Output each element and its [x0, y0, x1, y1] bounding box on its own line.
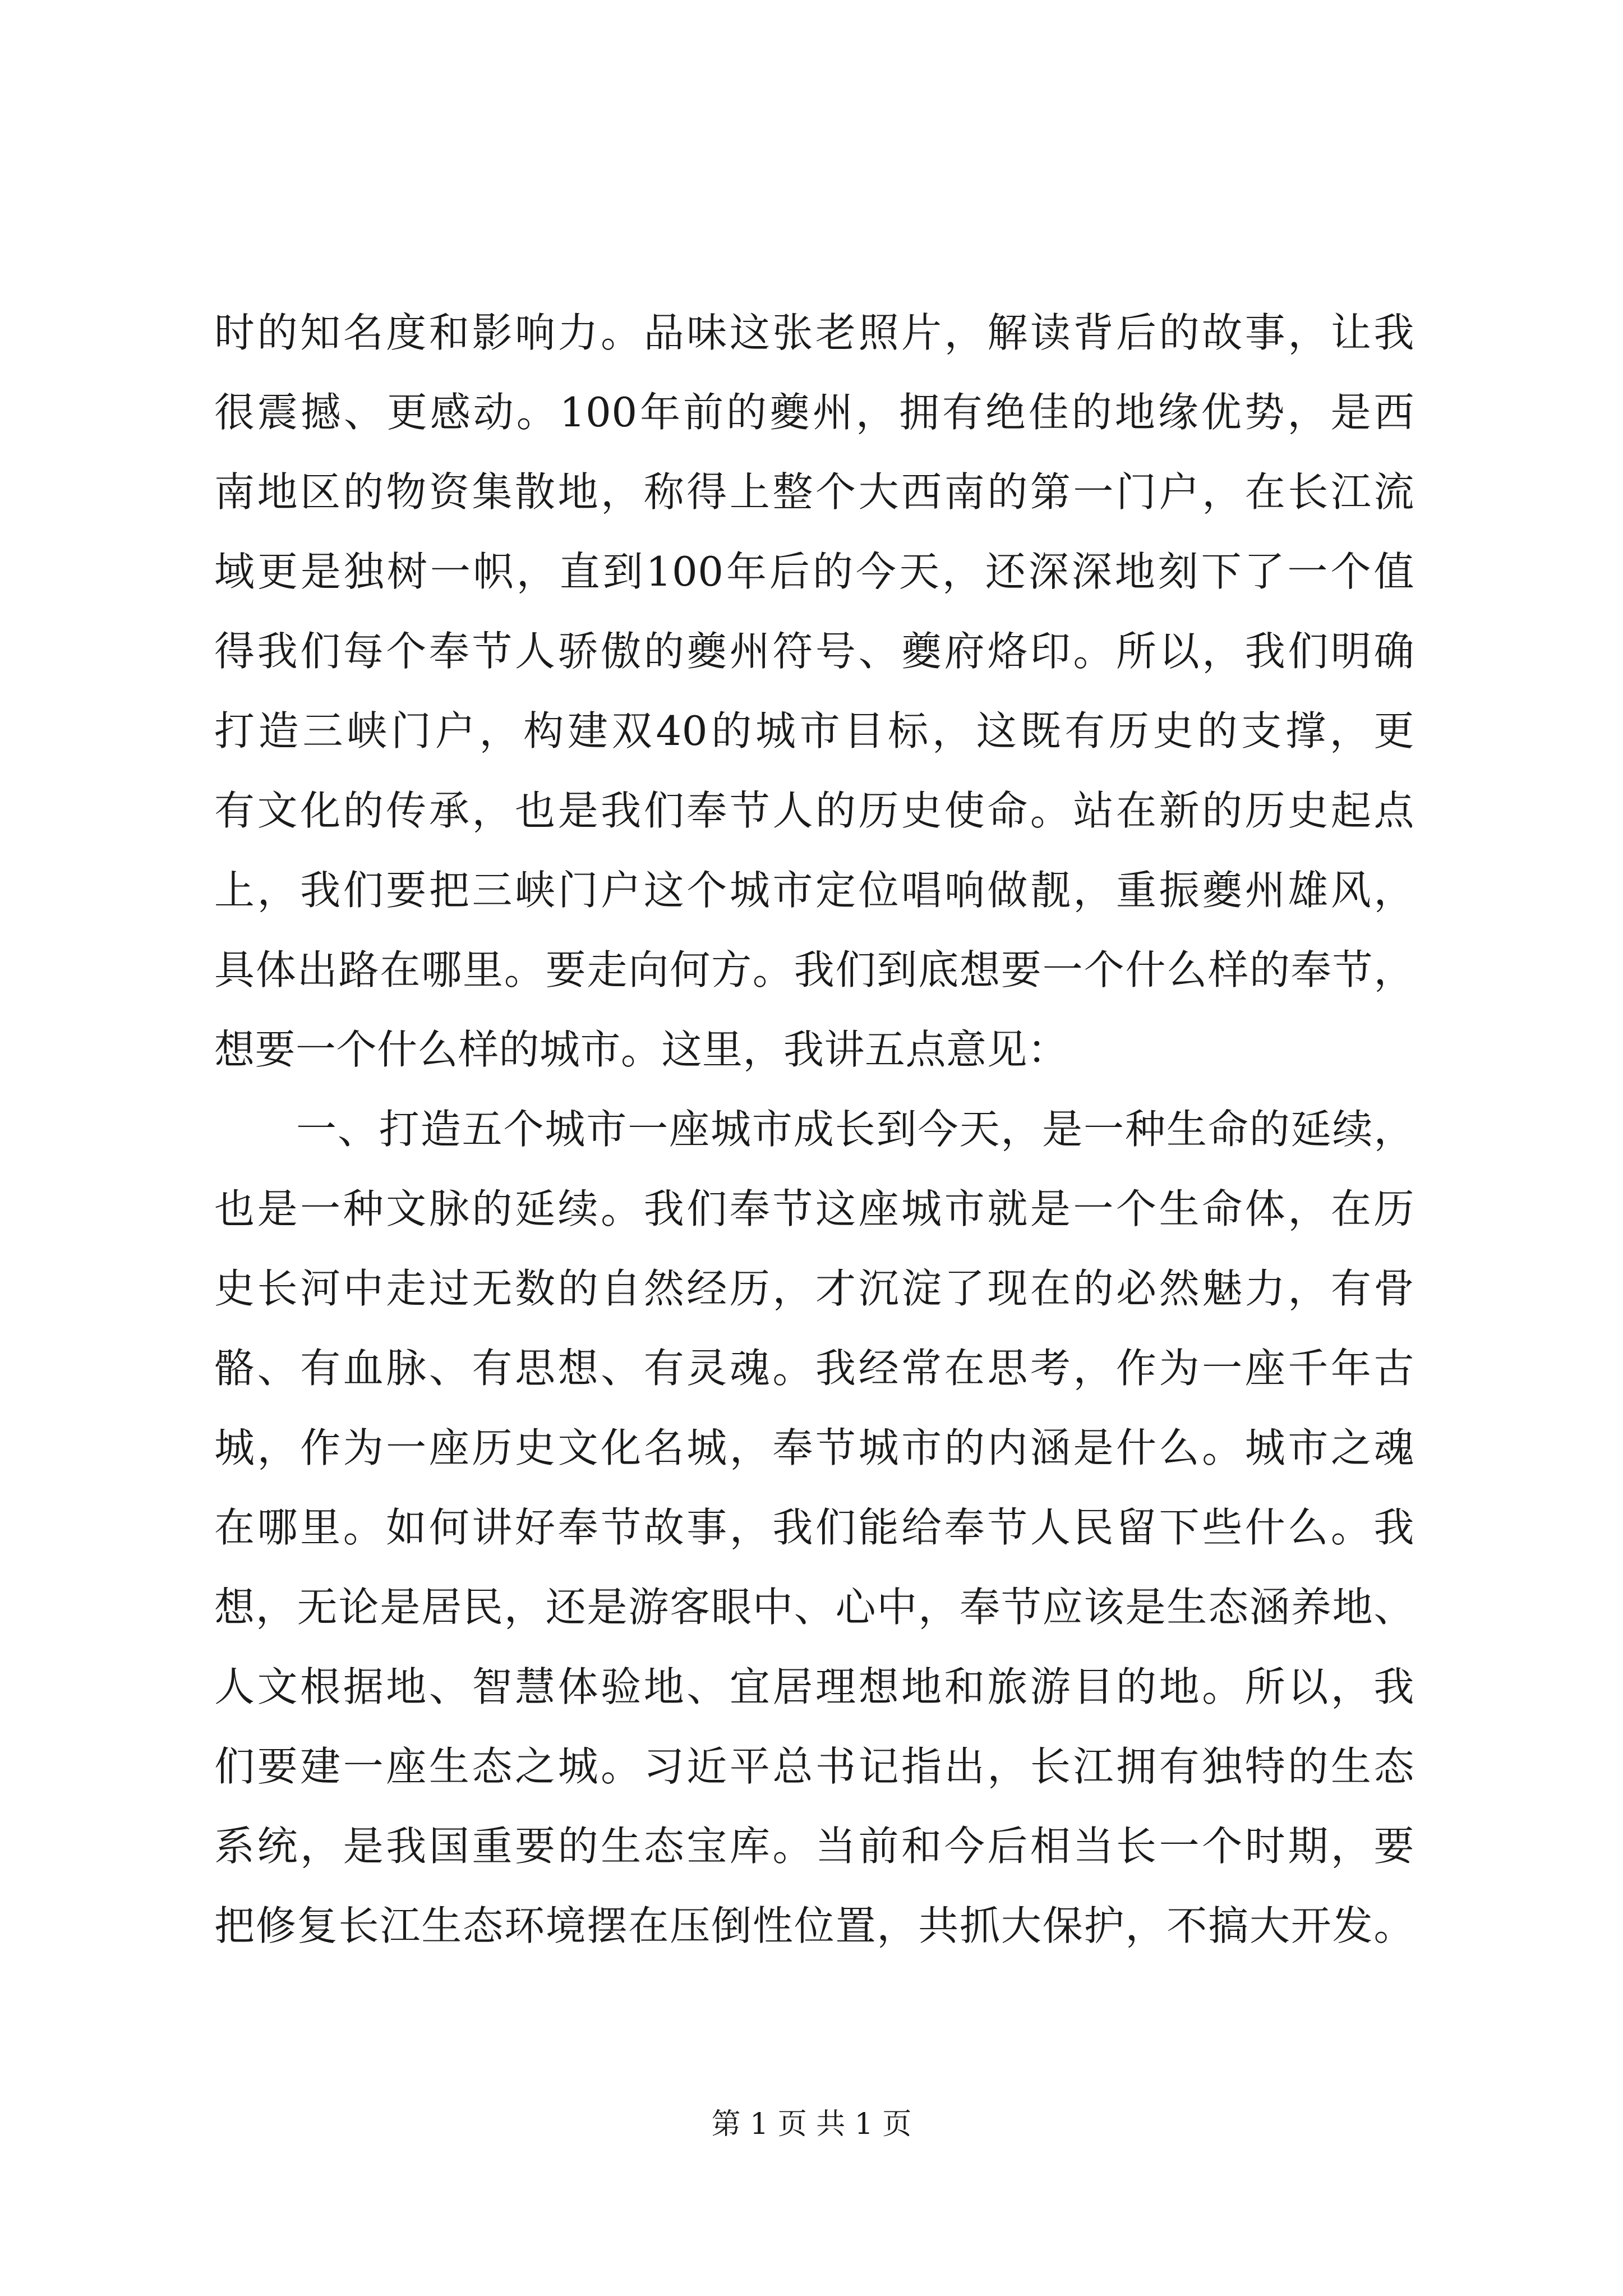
page-footer [0, 2105, 1623, 2144]
body-text [214, 293, 1414, 1966]
text-line: 史长河中走过无数的自然经历，才沉淀了现在的必然魅力，有骨 [214, 1265, 1414, 1312]
text-line: 想要一个什么样的城市。这里，我讲五点意见： [214, 1026, 1068, 1073]
text-line: 在哪里。如何讲好奉节故事，我们能给奉节人民留下些什么。我 [214, 1504, 1414, 1551]
text-line: 有文化的传承，也是我们奉节人的历史使命。站在新的历史起点 [214, 787, 1414, 834]
text-line: 域更是独树一帜，直到100年后的今天，还深深地刻下了一个值 [214, 548, 1414, 595]
text-line: 上，我们要把三峡门户这个城市定位唱响做靓，重振夔州雄风， [214, 867, 1414, 914]
text-line: 把修复长江生态环境摆在压倒性位置，共抓大保护，不搞大开发。 [214, 1902, 1414, 1949]
text-line: 系统，是我国重要的生态宝库。当前和今后相当长一个时期，要 [214, 1823, 1414, 1870]
page-number-label: 第 1 页 共 1 页 [711, 2108, 912, 2141]
text-line: 打造三峡门户，构建双40的城市目标，这既有历史的支撑，更 [214, 707, 1414, 754]
text-line: 具体出路在哪里。要走向何方。我们到底想要一个什么样的奉节， [214, 946, 1414, 993]
text-line: 人文根据地、智慧体验地、宜居理想地和旅游目的地。所以，我 [214, 1663, 1414, 1710]
text-line: 想，无论是居民，还是游客眼中、心中，奉节应该是生态涵养地、 [214, 1584, 1414, 1631]
text-line: 骼、有血脉、有思想、有灵魂。我经常在思考，作为一座千年古 [214, 1345, 1414, 1392]
text-line-paragraph-start: 一、打造五个城市一座城市成长到今天，是一种生命的延续， [296, 1106, 1414, 1153]
text-line: 南地区的物资集散地，称得上整个大西南的第一门户，在长江流 [214, 468, 1414, 516]
text-line: 得我们每个奉节人骄傲的夔州符号、夔府烙印。所以，我们明确 [214, 628, 1414, 675]
text-line: 很震撼、更感动。100年前的夔州，拥有绝佳的地缘优势，是西 [214, 389, 1414, 436]
text-line: 也是一种文脉的延续。我们奉节这座城市就是一个生命体，在历 [214, 1185, 1414, 1232]
text-line: 们要建一座生态之城。习近平总书记指出，长江拥有独特的生态 [214, 1743, 1414, 1790]
text-line: 城，作为一座历史文化名城，奉节城市的内涵是什么。城市之魂 [214, 1424, 1414, 1471]
text-line: 时的知名度和影响力。品味这张老照片，解读背后的故事，让我 [214, 309, 1414, 356]
